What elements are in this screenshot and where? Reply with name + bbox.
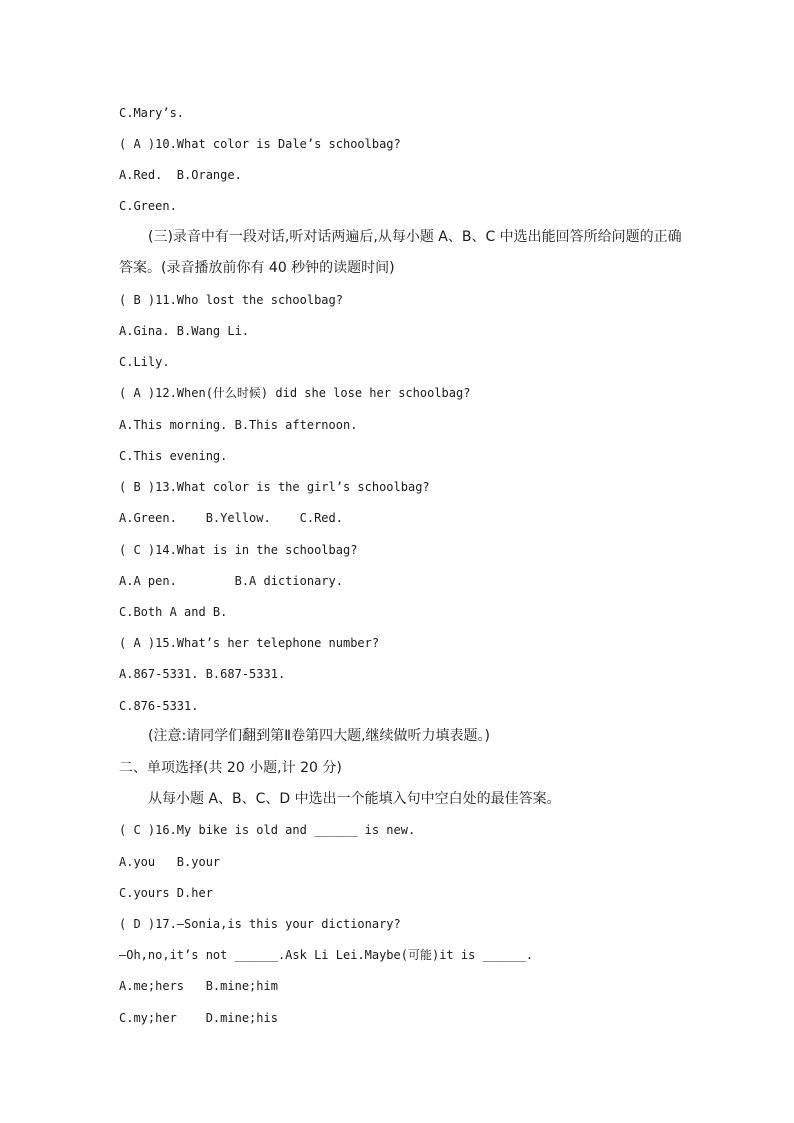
option-line: A.This morning. B.This afternoon.: [119, 418, 358, 432]
listening-note: (注意:请同学们翻到第Ⅱ卷第四大题,继续做听力填表题。): [148, 728, 490, 744]
section-3-instruction: (三)录音中有一段对话,听对话两遍后,从每小题 A、B、C 中选出能回答所给问题的正确: [148, 229, 682, 245]
question-10: ( A )10.What color is Dale’s schoolbag?: [119, 137, 401, 151]
question-15: ( A )15.What’s her telephone number?: [119, 636, 380, 650]
question-17: ( D )17.—Sonia,is this your dictionary?: [119, 917, 401, 931]
section-3-instruction-cont: 答案。(录音播放前你有 40 秒钟的读题时间): [119, 260, 395, 276]
option-line: C.Green.: [119, 199, 177, 213]
option-line: C.my;her D.mine;his: [119, 1011, 278, 1025]
option-line: A.Gina. B.Wang Li.: [119, 324, 250, 338]
question-14: ( C )14.What is in the schoolbag?: [119, 543, 358, 557]
question-11: ( B )11.Who lost the schoolbag?: [119, 293, 343, 307]
question-13: ( B )13.What color is the girl’s schoolbag?: [119, 480, 430, 494]
option-line: C.Both A and B.: [119, 605, 228, 619]
question-16: ( C )16.My bike is old and ______ is new.: [119, 823, 416, 837]
question-17-dialogue: —Oh,no,it’s not ______.Ask Li Lei.Maybe(可能)it is ______.: [119, 948, 534, 962]
option-line: A.Green. B.Yellow. C.Red.: [119, 511, 343, 525]
option-line: A.867-5331. B.687-5331.: [119, 667, 286, 681]
option-line: A.me;hers B.mine;him: [119, 979, 278, 993]
option-line: A.A pen. B.A dictionary.: [119, 574, 343, 588]
question-12: ( A )12.When(什么时候) did she lose her schoolbag?: [119, 386, 471, 400]
option-line: C.yours D.her: [119, 886, 213, 900]
option-line: C.This evening.: [119, 449, 228, 463]
option-line: C.Mary’s.: [119, 106, 185, 120]
section-2-heading: 二、单项选择(共 20 小题,计 20 分): [119, 760, 342, 776]
section-2-instruction: 从每小题 A、B、C、D 中选出一个能填入句中空白处的最佳答案。: [148, 791, 561, 807]
option-line: C.876-5331.: [119, 699, 199, 713]
option-line: A.you B.your: [119, 855, 221, 869]
option-line: A.Red. B.Orange.: [119, 168, 242, 182]
option-line: C.Lily.: [119, 355, 170, 369]
